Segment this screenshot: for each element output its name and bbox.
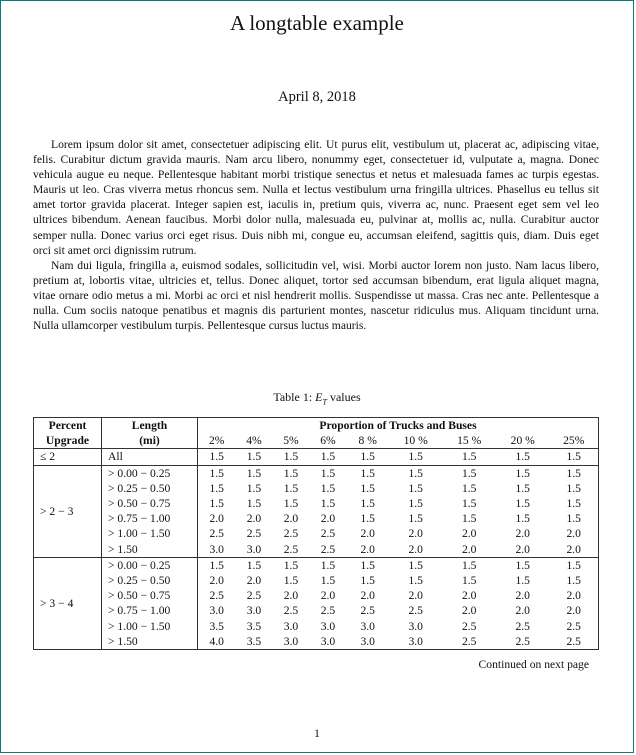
- header-proportion: 20 %: [496, 433, 550, 449]
- value-cell: 2.0: [442, 542, 496, 558]
- value-cell: 1.5: [283, 574, 299, 588]
- value-cell: 2.0: [360, 527, 375, 541]
- value-cell: 1.5: [320, 481, 336, 495]
- caption-symbol: E: [315, 390, 323, 404]
- value-cell: 2.5: [272, 542, 309, 558]
- caption-subscript: T: [322, 397, 327, 407]
- header-proportion: 15 %: [442, 433, 496, 449]
- value-cell: 2.0: [549, 603, 598, 618]
- length-cell: > 1.50: [102, 634, 198, 650]
- table-row: [34, 573, 599, 588]
- value-cell: 1.5: [461, 497, 477, 511]
- value-cell: 2.0: [246, 512, 262, 526]
- table-row: [34, 496, 599, 511]
- value-cell: 1.5: [549, 511, 598, 526]
- value-cell: 3.0: [309, 634, 346, 650]
- value-cell: 1.5: [320, 558, 336, 572]
- value-cell: 2.0: [283, 512, 299, 526]
- value-cell: 2.0: [461, 589, 477, 603]
- value-cell: 1.5: [549, 481, 598, 496]
- value-cell: 3.0: [320, 619, 336, 633]
- value-cell: 3.0: [198, 542, 236, 558]
- table-row: [34, 542, 599, 558]
- value-cell: 2.0: [246, 574, 262, 588]
- value-cell: 1.5: [461, 574, 477, 588]
- header-mi: (mi): [102, 433, 198, 449]
- value-cell: 1.5: [209, 481, 224, 495]
- value-cell: 2.5: [549, 634, 598, 650]
- value-cell: 1.5: [515, 481, 530, 495]
- value-cell: 1.5: [309, 449, 346, 465]
- upgrade-cell: > 2 − 3: [34, 465, 102, 557]
- value-cell: 2.0: [549, 526, 598, 541]
- value-cell: 2.5: [442, 634, 496, 650]
- value-cell: 2.5: [246, 527, 262, 541]
- value-cell: 1.5: [549, 496, 598, 511]
- value-cell: 1.5: [461, 466, 477, 480]
- length-cell: > 0.75 − 1.00: [102, 511, 198, 526]
- table-row: [34, 526, 599, 541]
- value-cell: 1.5: [389, 449, 443, 465]
- value-cell: 1.5: [515, 466, 530, 480]
- value-cell: 1.5: [209, 466, 224, 480]
- value-cell: 2.0: [320, 589, 336, 603]
- value-cell: 1.5: [360, 497, 375, 511]
- value-cell: 2.5: [309, 542, 346, 558]
- header-proportion: 6%: [309, 433, 346, 449]
- value-cell: 1.5: [515, 574, 530, 588]
- value-cell: 1.5: [442, 449, 496, 465]
- value-cell: 1.5: [408, 497, 423, 511]
- value-cell: 1.5: [272, 449, 309, 465]
- value-cell: 2.0: [515, 589, 530, 603]
- value-cell: 1.5: [515, 558, 530, 572]
- header-proportion: 4%: [235, 433, 272, 449]
- value-cell: 3.0: [360, 619, 375, 633]
- value-cell: 2.5: [209, 589, 224, 603]
- header-proportion: 8 %: [346, 433, 388, 449]
- value-cell: 3.0: [246, 604, 262, 618]
- value-cell: 1.5: [408, 466, 423, 480]
- value-cell: 2.0: [209, 574, 224, 588]
- value-cell: 1.5: [360, 558, 375, 572]
- value-cell: 2.0: [346, 542, 388, 558]
- value-cell: 1.5: [283, 497, 299, 511]
- value-cell: 2.5: [549, 619, 598, 634]
- length-cell: > 0.75 − 1.00: [102, 603, 198, 618]
- value-cell: 2.5: [320, 604, 336, 618]
- table-row: [34, 511, 599, 526]
- value-cell: 2.5: [246, 589, 262, 603]
- value-cell: 1.5: [246, 497, 262, 511]
- value-cell: 2.0: [389, 542, 443, 558]
- value-cell: 1.5: [283, 481, 299, 495]
- table-row: [34, 588, 599, 603]
- value-cell: 1.5: [360, 466, 375, 480]
- value-cell: 1.5: [320, 497, 336, 511]
- upgrade-cell: > 3 − 4: [34, 557, 102, 649]
- value-cell: 2.0: [496, 542, 550, 558]
- table-row: [34, 603, 599, 618]
- value-cell: 1.5: [246, 481, 262, 495]
- value-cell: 2.5: [360, 604, 375, 618]
- length-cell: > 1.00 − 1.50: [102, 526, 198, 541]
- header-proportion: 2%: [198, 433, 236, 449]
- value-cell: 1.5: [246, 558, 262, 572]
- caption-prefix: Table 1:: [273, 390, 316, 404]
- value-cell: 1.5: [515, 497, 530, 511]
- table-row: [34, 634, 599, 650]
- value-cell: 3.0: [272, 634, 309, 650]
- header-proportion: 10 %: [389, 433, 443, 449]
- value-cell: 1.5: [360, 574, 375, 588]
- header-percent: Percent: [34, 418, 102, 434]
- value-cell: 3.0: [235, 542, 272, 558]
- length-cell: > 1.00 − 1.50: [102, 619, 198, 634]
- value-cell: 2.0: [408, 527, 423, 541]
- value-cell: 2.0: [549, 542, 598, 558]
- header-length: Length: [102, 418, 198, 434]
- value-cell: 2.0: [461, 604, 477, 618]
- value-cell: 2.0: [549, 588, 598, 603]
- value-cell: 3.5: [246, 619, 262, 633]
- length-cell: > 1.50: [102, 542, 198, 558]
- table-row: [34, 481, 599, 496]
- value-cell: 1.5: [408, 574, 423, 588]
- value-cell: 1.5: [198, 449, 236, 465]
- value-cell: 2.0: [461, 527, 477, 541]
- value-cell: 1.5: [346, 449, 388, 465]
- longtable: [33, 417, 599, 650]
- value-cell: 1.5: [360, 481, 375, 495]
- value-cell: 1.5: [549, 465, 598, 481]
- document-date: April 8, 2018: [278, 89, 356, 105]
- value-cell: 2.5: [515, 619, 530, 633]
- value-cell: 1.5: [209, 558, 224, 572]
- length-cell: > 0.00 − 0.25: [102, 465, 198, 481]
- caption-suffix: values: [326, 390, 361, 404]
- value-cell: 3.0: [209, 604, 224, 618]
- length-cell: > 0.25 − 0.50: [102, 481, 198, 496]
- value-cell: 2.0: [283, 589, 299, 603]
- value-cell: 1.5: [549, 557, 598, 573]
- value-cell: 2.0: [320, 512, 336, 526]
- value-cell: 1.5: [461, 558, 477, 572]
- document-title: A longtable example: [230, 11, 404, 35]
- value-cell: 1.5: [360, 512, 375, 526]
- value-cell: 2.5: [408, 604, 423, 618]
- table-row: [34, 449, 599, 465]
- value-cell: 1.5: [408, 512, 423, 526]
- header-proportion: 5%: [272, 433, 309, 449]
- length-cell: > 0.50 − 0.75: [102, 588, 198, 603]
- value-cell: 1.5: [408, 558, 423, 572]
- length-cell: > 0.25 − 0.50: [102, 573, 198, 588]
- value-cell: 1.5: [461, 481, 477, 495]
- value-cell: 2.0: [515, 527, 530, 541]
- continued-note: Continued on next page: [478, 658, 589, 671]
- value-cell: 2.5: [320, 527, 336, 541]
- body-text: [33, 137, 599, 333]
- value-cell: 1.5: [515, 512, 530, 526]
- value-cell: 3.5: [235, 634, 272, 650]
- value-cell: 2.0: [209, 512, 224, 526]
- table-row: [34, 619, 599, 634]
- table-caption: [1, 390, 633, 406]
- value-cell: 2.0: [408, 589, 423, 603]
- value-cell: 3.0: [346, 634, 388, 650]
- header-upgrade: Upgrade: [34, 433, 102, 449]
- value-cell: 2.5: [461, 619, 477, 633]
- value-cell: 2.0: [360, 589, 375, 603]
- value-cell: 1.5: [209, 497, 224, 511]
- upgrade-cell: ≤ 2: [34, 449, 102, 465]
- length-cell: All: [102, 449, 198, 465]
- table-row: [34, 557, 599, 573]
- table-row: [34, 465, 599, 481]
- value-cell: 1.5: [408, 481, 423, 495]
- length-cell: > 0.00 − 0.25: [102, 557, 198, 573]
- value-cell: 1.5: [320, 466, 336, 480]
- header-proportion-group: Proportion of Trucks and Buses: [198, 418, 599, 434]
- value-cell: 1.5: [461, 512, 477, 526]
- value-cell: 3.0: [389, 634, 443, 650]
- value-cell: 1.5: [283, 558, 299, 572]
- length-cell: > 0.50 − 0.75: [102, 496, 198, 511]
- value-cell: 3.5: [209, 619, 224, 633]
- paragraph: Nam dui ligula, fringilla a, euismod sodales, sollicitudin vel, wisi. Morbi auctor lorem non justo. Nam lacus libero, pretium at, lobortis vitae, ultricies et, tellus. Donec aliquet, tortor sed accumsan bibendum, erat ligula aliquet magna, vitae ornare odio metus a mi. Morbi ac orci et nisl hendrerit mollis. Suspendisse ut massa. Cras nec ante. Pellentesque a nulla. Cum sociis natoque penatibus et magnis dis parturient montes, nascetur ridiculus mus. Aliquam tincidunt urna. Nulla ullamcorper vestibulum turpis. Pellentesque cursus luctus mauris.: [33, 258, 599, 333]
- value-cell: 4.0: [198, 634, 236, 650]
- value-cell: 2.5: [209, 527, 224, 541]
- value-cell: 1.5: [549, 573, 598, 588]
- value-cell: 1.5: [246, 466, 262, 480]
- value-cell: 1.5: [496, 449, 550, 465]
- page-number: 1: [314, 726, 320, 740]
- value-cell: 1.5: [235, 449, 272, 465]
- value-cell: 3.0: [408, 619, 423, 633]
- value-cell: 1.5: [283, 466, 299, 480]
- value-cell: 2.5: [496, 634, 550, 650]
- value-cell: 1.5: [549, 449, 598, 465]
- value-cell: 3.0: [283, 619, 299, 633]
- value-cell: 1.5: [320, 574, 336, 588]
- value-cell: 2.5: [283, 604, 299, 618]
- paragraph: Lorem ipsum dolor sit amet, consectetuer adipiscing elit. Ut purus elit, vestibulum ut, placerat ac, adipiscing vitae, felis. Curabitur dictum gravida mauris. Nam arcu libero, nonummy eget, consectetuer id, vulputate a, magna. Donec vehicula augue eu neque. Pellentesque habitant morbi tristique senectus et netus et malesuada fames ac turpis egestas. Mauris ut leo. Cras viverra metus rhoncus sem. Nulla et lectus vestibulum urna fringilla ultrices. Phasellus eu tellus sit amet tortor gravida placerat. Integer sapien est, iaculis in, pretium quis, viverra ac, nunc. Praesent eget sem vel leo ultrices bibendum. Aenean faucibus. Morbi dolor nulla, malesuada eu, pulvinar at, mollis ac, nulla. Curabitur auctor semper nulla. Donec varius orci eget risus. Duis nibh mi, congue eu, accumsan eleifend, sagittis quis, diam. Duis eget orci sit amet orci dignissim rutrum.: [33, 138, 599, 257]
- value-cell: 2.0: [515, 604, 530, 618]
- value-cell: 2.5: [283, 527, 299, 541]
- header-proportion: 25%: [549, 433, 598, 449]
